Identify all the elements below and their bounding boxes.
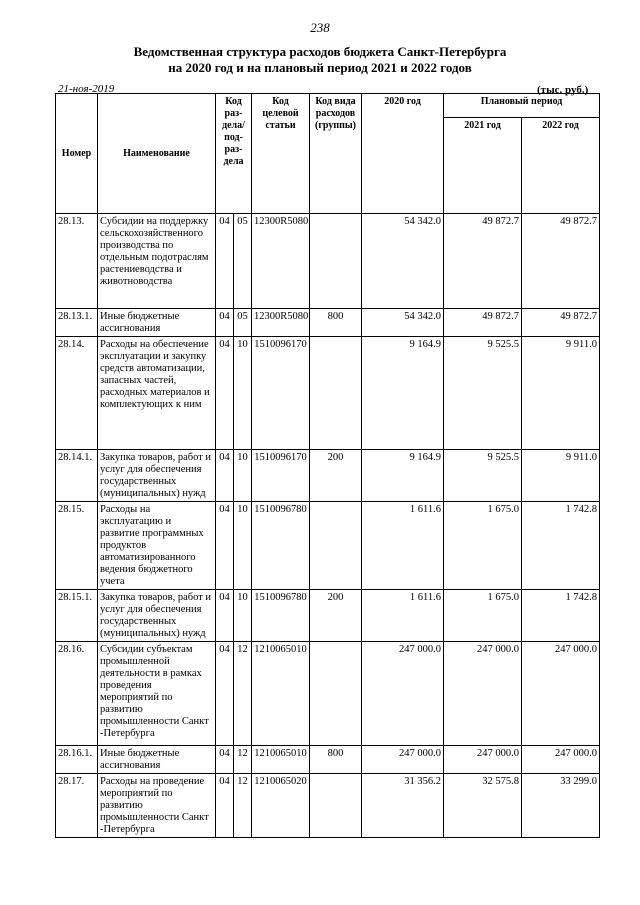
- row-name: Субсидии субъектам промышленной деятельности в рамках проведения мероприятий по развитию промышленности Санкт -Петербурга: [98, 642, 216, 746]
- row-amount-2022: 247 000.0: [522, 746, 600, 774]
- row-amount-2020: 9 164.9: [362, 337, 444, 450]
- row-subsection: 10: [234, 502, 252, 590]
- row-name: Закупка товаров, работ и услуг для обеспечения государственных (муниципальных) нужд: [98, 590, 216, 642]
- row-amount-2021: 247 000.0: [444, 642, 522, 746]
- row-amount-2020: 247 000.0: [362, 642, 444, 746]
- row-number: 28.13.: [56, 214, 98, 309]
- row-subsection: 10: [234, 337, 252, 450]
- row-amount-2022: 1 742.8: [522, 502, 600, 590]
- header-name: Наименование: [98, 94, 216, 214]
- row-number: 28.13.1.: [56, 309, 98, 337]
- row-amount-2021: 9 525.5: [444, 450, 522, 502]
- row-section: 04: [216, 214, 234, 309]
- table-row: [56, 746, 600, 774]
- header-planned-period: Плановый период: [444, 94, 600, 118]
- row-amount-2021: 49 872.7: [444, 309, 522, 337]
- row-name: Расходы на проведение мероприятий по развитию промышленности Санкт -Петербурга: [98, 774, 216, 838]
- row-target-code: 1210065020: [252, 774, 310, 838]
- row-subsection: 10: [234, 450, 252, 502]
- row-expense-type: [310, 774, 362, 838]
- row-amount-2021: 32 575.8: [444, 774, 522, 838]
- table-row: [56, 214, 600, 309]
- table-row: [56, 590, 600, 642]
- row-amount-2022: 49 872.7: [522, 214, 600, 309]
- row-name: Расходы на эксплуатацию и развитие программных продуктов автоматизированного ведения бюджетного учета: [98, 502, 216, 590]
- row-subsection: 12: [234, 746, 252, 774]
- row-expense-type: 800: [310, 746, 362, 774]
- row-target-code: 1510096170: [252, 337, 310, 450]
- row-expense-type: 800: [310, 309, 362, 337]
- row-amount-2020: 31 356.2: [362, 774, 444, 838]
- header-section-code: Код раз- дела/ под- раз- дела: [216, 94, 252, 214]
- row-amount-2020: 1 611.6: [362, 590, 444, 642]
- row-subsection: 05: [234, 309, 252, 337]
- row-target-code: 1510096780: [252, 590, 310, 642]
- row-amount-2020: 1 611.6: [362, 502, 444, 590]
- row-name: Закупка товаров, работ и услуг для обеспечения государственных (муниципальных) нужд: [98, 450, 216, 502]
- row-target-code: 1210065010: [252, 746, 310, 774]
- title-line-1: Ведомственная структура расходов бюджета Санкт-Петербурга: [133, 44, 507, 59]
- row-expense-type: [310, 502, 362, 590]
- header-2021: 2021 год: [444, 118, 522, 214]
- row-section: 04: [216, 590, 234, 642]
- row-amount-2022: 1 742.8: [522, 590, 600, 642]
- row-section: 04: [216, 450, 234, 502]
- row-expense-type: 200: [310, 450, 362, 502]
- row-target-code: 12300R5080: [252, 309, 310, 337]
- row-amount-2020: 9 164.9: [362, 450, 444, 502]
- row-amount-2022: 9 911.0: [522, 337, 600, 450]
- units-label: (тыс. руб.): [537, 84, 589, 96]
- row-section: 04: [216, 746, 234, 774]
- row-number: 28.15.: [56, 502, 98, 590]
- row-number: 28.16.: [56, 642, 98, 746]
- row-amount-2021: 1 675.0: [444, 502, 522, 590]
- row-amount-2021: 1 675.0: [444, 590, 522, 642]
- budget-table: [55, 93, 600, 838]
- header-2020: 2020 год: [362, 94, 444, 214]
- row-amount-2022: 9 911.0: [522, 450, 600, 502]
- row-amount-2020: 54 342.0: [362, 214, 444, 309]
- row-target-code: 12300R5080: [252, 214, 310, 309]
- row-amount-2022: 49 872.7: [522, 309, 600, 337]
- row-section: 04: [216, 309, 234, 337]
- row-number: 28.14.: [56, 337, 98, 450]
- row-number: 28.14.1.: [56, 450, 98, 502]
- row-target-code: 1510096780: [252, 502, 310, 590]
- row-expense-type: 200: [310, 590, 362, 642]
- row-section: 04: [216, 502, 234, 590]
- row-target-code: 1210065010: [252, 642, 310, 746]
- row-subsection: 10: [234, 590, 252, 642]
- row-number: 28.15.1.: [56, 590, 98, 642]
- row-amount-2020: 247 000.0: [362, 746, 444, 774]
- row-amount-2021: 49 872.7: [444, 214, 522, 309]
- row-subsection: 05: [234, 214, 252, 309]
- row-name: Иные бюджетные ассигнования: [98, 309, 216, 337]
- row-expense-type: [310, 337, 362, 450]
- header-expense-type-code: Код вида расходов (группы): [310, 94, 362, 214]
- page-number: 238: [310, 20, 330, 35]
- row-subsection: 12: [234, 774, 252, 838]
- row-amount-2020: 54 342.0: [362, 309, 444, 337]
- row-section: 04: [216, 337, 234, 450]
- title-line-2: на 2020 год и на плановый период 2021 и 2022 годов: [168, 60, 472, 75]
- row-number: 28.17.: [56, 774, 98, 838]
- row-amount-2022: 33 299.0: [522, 774, 600, 838]
- row-section: 04: [216, 774, 234, 838]
- row-number: 28.16.1.: [56, 746, 98, 774]
- row-name: Иные бюджетные ассигнования: [98, 746, 216, 774]
- header-number: Номер: [56, 94, 98, 214]
- row-name: Субсидии на поддержку сельскохозяйственного производства по отдельным подотраслям растениеводства и животноводства: [98, 214, 216, 309]
- table-row: [56, 502, 600, 590]
- row-name: Расходы на обеспечение эксплуатации и закупку средств автоматизации, запасных частей, расходных материалов и комплектующих к ним: [98, 337, 216, 450]
- row-section: 04: [216, 642, 234, 746]
- row-amount-2022: 247 000.0: [522, 642, 600, 746]
- table-body: [56, 214, 600, 838]
- header-target-code: Код целевой статьи: [252, 94, 310, 214]
- row-subsection: 12: [234, 642, 252, 746]
- document-date: 21-ноя-2019: [58, 83, 115, 95]
- table-row: [56, 774, 600, 838]
- table-row: [56, 450, 600, 502]
- document-title: [0, 44, 640, 76]
- row-amount-2021: 9 525.5: [444, 337, 522, 450]
- table-row: [56, 309, 600, 337]
- row-amount-2021: 247 000.0: [444, 746, 522, 774]
- row-expense-type: [310, 642, 362, 746]
- row-target-code: 1510096170: [252, 450, 310, 502]
- table-row: [56, 642, 600, 746]
- table-row: [56, 337, 600, 450]
- header-2022: 2022 год: [522, 118, 600, 214]
- row-expense-type: [310, 214, 362, 309]
